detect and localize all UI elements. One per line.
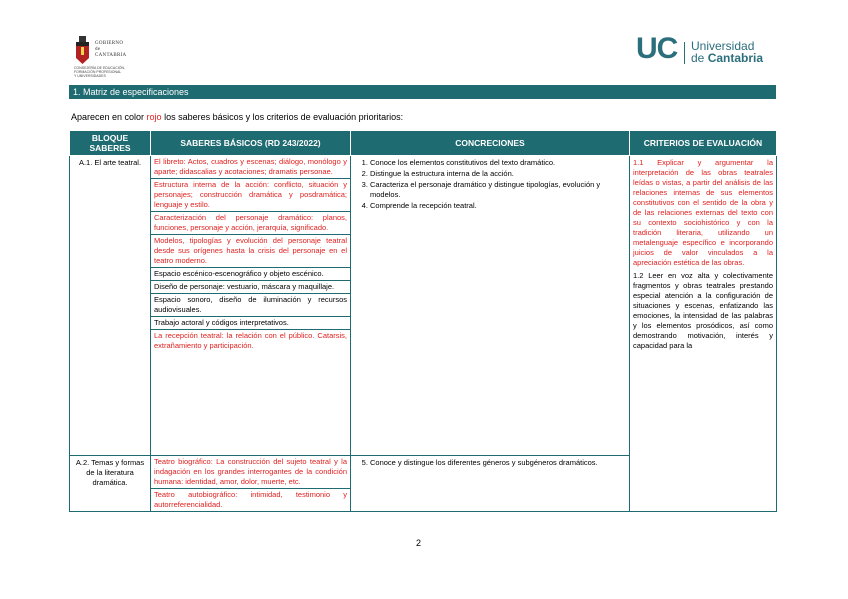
- saber-item: Trabajo actoral y códigos interpretativos.: [151, 317, 350, 330]
- list-item: 1. Conoce los elementos constitutivos del texto dramático.: [370, 158, 626, 168]
- criterios-cell: [630, 156, 777, 512]
- saber-item: Espacio escénico-escenográfico y objeto escénico.: [151, 268, 350, 281]
- saber-item: Teatro biográfico: La construcción del sujeto teatral y la indagación en los grandes interrogantes de la condición humana: identidad, amor, dolor, muerte, etc.: [151, 456, 350, 489]
- list-item: 3. Caracteriza el personaje dramático y distingue tipologías, evolución y modelos.: [370, 180, 626, 200]
- saber-item: Espacio sonoro, diseño de iluminación y recursos audiovisuales.: [151, 294, 350, 317]
- intro-red-word: rojo: [146, 112, 162, 122]
- universidad-cantabria-logo: [636, 32, 776, 66]
- header-criterios: CRITERIOS DE EVALUACIÓN: [630, 131, 777, 156]
- header-saberes: SABERES BÁSICOS (RD 243/2022): [151, 131, 351, 156]
- header-concreciones: CONCRECIONES: [351, 131, 630, 156]
- saberes-cell: [151, 156, 351, 456]
- specifications-table: [69, 130, 777, 512]
- consejeria-text: CONSEJERÍA DE EDUCACIÓN, FORMACIÓN PROFESIONAL Y UNIVERSIDADES: [74, 66, 125, 78]
- saber-item: Teatro autobiográfico: intimidad, testimonio y autorreferencialidad.: [154, 490, 347, 509]
- coat-of-arms-icon: [74, 36, 91, 64]
- criterio-1-1: 1.1 Explicar y argumentar la interpretación de las obras teatrales leídas o vistas, a partir del análisis de las relaciones internas de sus elementos constitutivos con el sentido de la obra y de las relaciones externas del texto con su contexto sociohistórico y con la tradición literaria, utilizando un metalenguaje específico e incorporando juicios de valor vinculados a la apreciación estética de las obras.: [633, 158, 773, 267]
- concreciones-list: [354, 458, 626, 468]
- list-item: 4. Comprende la recepción teatral.: [370, 201, 626, 211]
- intro-text: Aparecen en color rojo los saberes básicos y los criterios de evaluación prioritarios:: [71, 112, 404, 122]
- uc-mark: UC: [636, 32, 678, 65]
- concreciones-cell: [351, 456, 630, 512]
- table-header-row: [70, 131, 777, 156]
- header-bloque: BLOQUE SABERES: [70, 131, 151, 156]
- saber-item: Caracterización del personaje dramático: planos, funciones, personaje y acción, jerarquía, significado.: [151, 212, 350, 235]
- concreciones-cell: [351, 156, 630, 456]
- saber-item: Diseño de personaje: vestuario, máscara y maquillaje.: [151, 281, 350, 294]
- section-title: 1. Matriz de especificaciones: [69, 85, 776, 99]
- gobierno-cantabria-logo: [74, 36, 140, 80]
- criterio-1-2: 1.2 Leer en voz alta y colectivamente fragmentos y obras teatrales prestando especial atención a la configuración de situaciones y escenas, enfatizando las emociones, la intensidad de las palabras y los elementos prosódicos, así como demostrando motivación, interés y capacidad para la: [633, 271, 773, 350]
- list-item: 2. Distingue la estructura interna de la acción.: [370, 169, 626, 179]
- saber-item: El libreto: Actos, cuadros y escenas; diálogo, monólogo y aparte; didascalias y acotaciones; dramatis personae.: [151, 156, 350, 179]
- logo-divider: [684, 42, 685, 64]
- saber-item: Estructura interna de la acción: conflicto, situación y personajes; construcción dramática y posdramática; lenguaje y estilo.: [151, 179, 350, 212]
- bloque-cell: A.2. Temas y formas de la literatura dramática.: [70, 456, 151, 512]
- page-number: 2: [416, 538, 422, 548]
- saberes-cell: [151, 456, 351, 512]
- de-cantabria-text: de Cantabria: [691, 51, 764, 65]
- list-item: 5. Conoce y distingue los diferentes géneros y subgéneros dramáticos.: [370, 458, 626, 468]
- saber-item: Modelos, tipologías y evolución del personaje teatral desde sus orígenes hasta la crisis del personaje en el teatro moderno.: [151, 235, 350, 268]
- saber-item: La recepción teatral: la relación con el público. Catarsis, extrañamiento y participación.: [154, 331, 347, 350]
- bloque-cell: A.1. El arte teatral.: [70, 156, 151, 456]
- table-row: [70, 156, 777, 456]
- universidad-text: Universidad: [691, 39, 755, 53]
- gobierno-text: GOBIERNO de CANTABRIA: [95, 41, 127, 58]
- concreciones-list: [354, 158, 626, 211]
